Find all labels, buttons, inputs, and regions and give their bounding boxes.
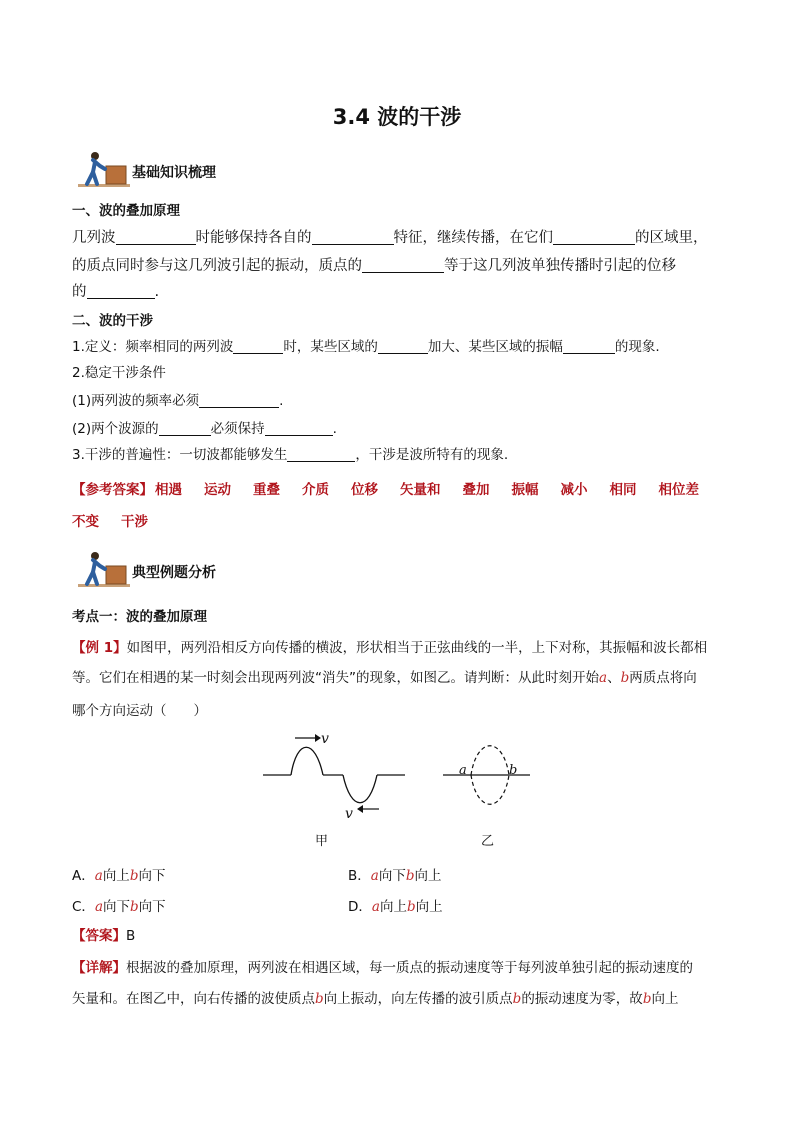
reference-answers-cont: 不变 干涉 (72, 514, 148, 530)
answer-line: 【答案】B (72, 928, 136, 944)
velocity-label: v (345, 806, 353, 822)
answer-blank[interactable] (287, 447, 355, 462)
figure-label-jia: 甲 (315, 834, 329, 849)
point-b-label: b (509, 763, 518, 778)
part1-heading: 一、波的叠加原理 (72, 203, 180, 219)
section-heading: 基础知识梳理 (132, 165, 216, 181)
choice-d[interactable]: D．a向上b向上 (348, 899, 443, 915)
part2-condition: 2.稳定干涉条件 (72, 365, 166, 381)
figure-yi (443, 746, 530, 849)
choice-b[interactable]: B．a向下b向上 (348, 868, 442, 884)
answer-blank[interactable] (116, 230, 196, 245)
part1-line1: 几列波 时能够保持各自的 特征，继续传播，在它们 的区域里， (72, 230, 708, 246)
detail-line1: 【详解】根据波的叠加原理，两列波在相遇区域，每一质点的振动速度等于每列波单独引起的振动速度的 (72, 960, 693, 976)
part2-universality: 3.干涉的普遍性：一切波都能够发生 ，干涉是波所特有的现象. (72, 447, 509, 463)
reference-answers: 【参考答案】 相遇 运动 重叠 介质 位移 矢量和 叠加 振幅 减小 相同 相位差 (72, 482, 699, 498)
part2-condition-2: (2)两个波源的 必须保持 . (72, 421, 337, 437)
answer-blank[interactable] (378, 339, 428, 354)
section-heading: 典型例题分析 (132, 565, 216, 581)
part2-heading: 二、波的干涉 (72, 313, 153, 329)
part1-line3: 的 . (72, 284, 160, 300)
page-title: 3.4 波的干涉 (332, 105, 462, 129)
person-pushing-box-icon (78, 550, 130, 590)
answer-blank[interactable] (233, 339, 283, 354)
figure-jia (263, 731, 405, 849)
answer-blank[interactable] (553, 230, 635, 245)
example-line3: 哪个方向运动（ ） (72, 703, 207, 719)
detail-line2: 矢量和。在图乙中，向右传播的波使质点b向上振动，向左传播的波引质点b的振动速度为零，故b向上 (72, 991, 679, 1007)
answer-blank[interactable] (362, 258, 444, 273)
section-header-examples (78, 550, 378, 590)
choice-c[interactable]: C．a向下b向下 (72, 899, 166, 915)
answer-blank[interactable] (199, 393, 279, 408)
part1-line2: 的质点同时参与这几列波引起的振动，质点的 等于这几列波单独传播时引起的位移 (72, 258, 676, 274)
figure-label-yi: 乙 (481, 834, 495, 849)
answer-blank[interactable] (159, 421, 211, 436)
point-a-label: a (459, 763, 467, 778)
answer-blank[interactable] (87, 284, 155, 299)
person-pushing-box-icon (78, 150, 130, 190)
part2-definition: 1.定义：频率相同的两列波 时，某些区域的 加大、某些区域的振幅 的现象. (72, 339, 660, 355)
answer-blank[interactable] (563, 339, 615, 354)
wave-figure (255, 728, 545, 853)
answer-blank[interactable] (265, 421, 333, 436)
velocity-label: v (321, 731, 329, 747)
part2-condition-1: (1)两列波的频率必须 . (72, 393, 284, 409)
section-header-basics (78, 150, 378, 190)
topic-heading: 考点一：波的叠加原理 (72, 609, 207, 625)
example-line1: 【例 1】如图甲，两列沿相反方向传播的横波，形状相当于正弦曲线的一半，上下对称，其振幅和波长都相 (72, 640, 708, 656)
choice-a[interactable]: A．a向上b向下 (72, 868, 166, 884)
example-line2: 等。它们在相遇的某一时刻会出现两列波“消失”的现象，如图乙。请判断：从此时刻开始a、b两质点将向 (72, 670, 697, 686)
answer-blank[interactable] (312, 230, 394, 245)
